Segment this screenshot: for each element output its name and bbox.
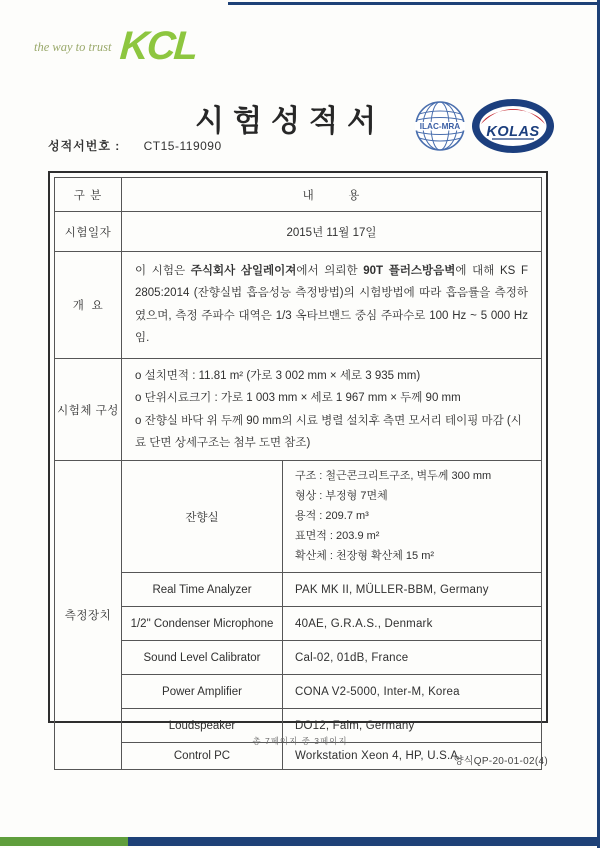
specimen-item: o 설치면적 : 11.81 m² (가로 3 002 mm × 세로 3 935 mm) [135, 369, 421, 382]
report-number-label: 성적서번호 : [48, 139, 121, 153]
equipment-label: 측정장치 [55, 461, 122, 770]
device-name: Power Amplifier [122, 675, 283, 709]
bottom-bar-green [0, 837, 128, 846]
device-spec: DO12, Falm, Germany [283, 709, 542, 743]
device-row [55, 675, 542, 709]
overview-text: 이 시험은 주식회사 삼일레이져에서 의뢰한 90T 플러스방음벽에 대해 KS F 2805:2014 (잔향실법 흡음성능 측정방법)의 시험방법에 따라 흡음률을 측정하였으며, 측정 주파수 대역은 1/3 옥타브밴드 중심 주파수로 100 Hz ~ 5 000 Hz 임. [135, 265, 529, 345]
device-spec: Cal-02, 01dB, France [283, 641, 542, 675]
device-name: 1/2" Condenser Microphone [122, 607, 283, 641]
specimen-row [55, 358, 542, 461]
detail-line: 확산체 : 천장형 확산체 15 m² [295, 549, 435, 562]
device-name: Real Time Analyzer [122, 573, 283, 607]
detail-line: 용적 : 209.7 m³ [295, 509, 369, 522]
overview-row [55, 252, 542, 359]
detail-line: 표면적 : 203.9 m² [295, 529, 380, 542]
overview-label: 개 요 [55, 252, 122, 359]
bottom-bar-navy [128, 837, 600, 846]
report-table [54, 177, 542, 770]
test-date-row [55, 212, 542, 252]
col-header-category: 구 분 [55, 178, 122, 212]
device-row [55, 641, 542, 675]
test-date-value: 2015년 11월 17일 [122, 212, 542, 252]
specimen-item: o 단위시료크기 : 가로 1 003 mm × 세로 1 967 mm × 두께 90 mm [135, 392, 461, 405]
detail-line: 형상 : 부정형 7면체 [295, 490, 388, 503]
certification-logos [413, 97, 556, 155]
kcl-logo: KCL [118, 24, 199, 68]
device-spec: CONA V2-5000, Inter-M, Korea [283, 675, 542, 709]
device-spec: 40AE, G.R.A.S., Denmark [283, 607, 542, 641]
device-name: Control PC [122, 743, 283, 770]
reverb-room-row [55, 461, 542, 573]
bottom-bar [0, 837, 600, 846]
specimen-items [122, 359, 541, 461]
device-spec: Workstation Xeon 4, HP, U.S.A. [283, 743, 542, 770]
test-date-label: 시험일자 [55, 212, 122, 252]
reverb-room-details [283, 461, 541, 572]
device-name: Sound Level Calibrator [122, 641, 283, 675]
ilac-mra-icon [413, 99, 467, 153]
detail-line: 구조 : 철근콘크리트구조, 벽두께 300 mm [295, 470, 492, 483]
col-header-content: 내 용 [122, 178, 542, 212]
table-header-row [55, 178, 542, 212]
device-row [55, 607, 542, 641]
form-number: 양식QP-20-01-02(4) [453, 756, 548, 767]
device-name: Loudspeaker [122, 709, 283, 743]
page-count-text: 총 7페이지 중 3페이지 [252, 736, 348, 746]
page-title: 시험성적서 [195, 105, 385, 138]
specimen-label: 시험체 구성 [55, 358, 122, 461]
kcl-letterhead [34, 24, 199, 68]
ilac-mra-text: ILAC-MRA [419, 122, 461, 131]
top-edge-line [228, 2, 600, 5]
brand-tagline: the way to trust [34, 40, 112, 54]
kolas-icon [470, 97, 556, 155]
device-row [55, 573, 542, 607]
kolas-text: KOLAS [486, 124, 540, 140]
specimen-item: o 잔향실 바닥 위 두께 90 mm의 시료 병렬 설치후 측면 모서리 테이핑 마감 (시료 단면 상세구조는 첨부 도면 참조) [135, 414, 522, 449]
device-spec: PAK MK II, MÜLLER-BBM, Germany [283, 573, 542, 607]
reverb-room-name: 잔향실 [122, 461, 283, 573]
report-number-value: CT15-119090 [143, 139, 222, 153]
report-number-row [48, 137, 222, 154]
